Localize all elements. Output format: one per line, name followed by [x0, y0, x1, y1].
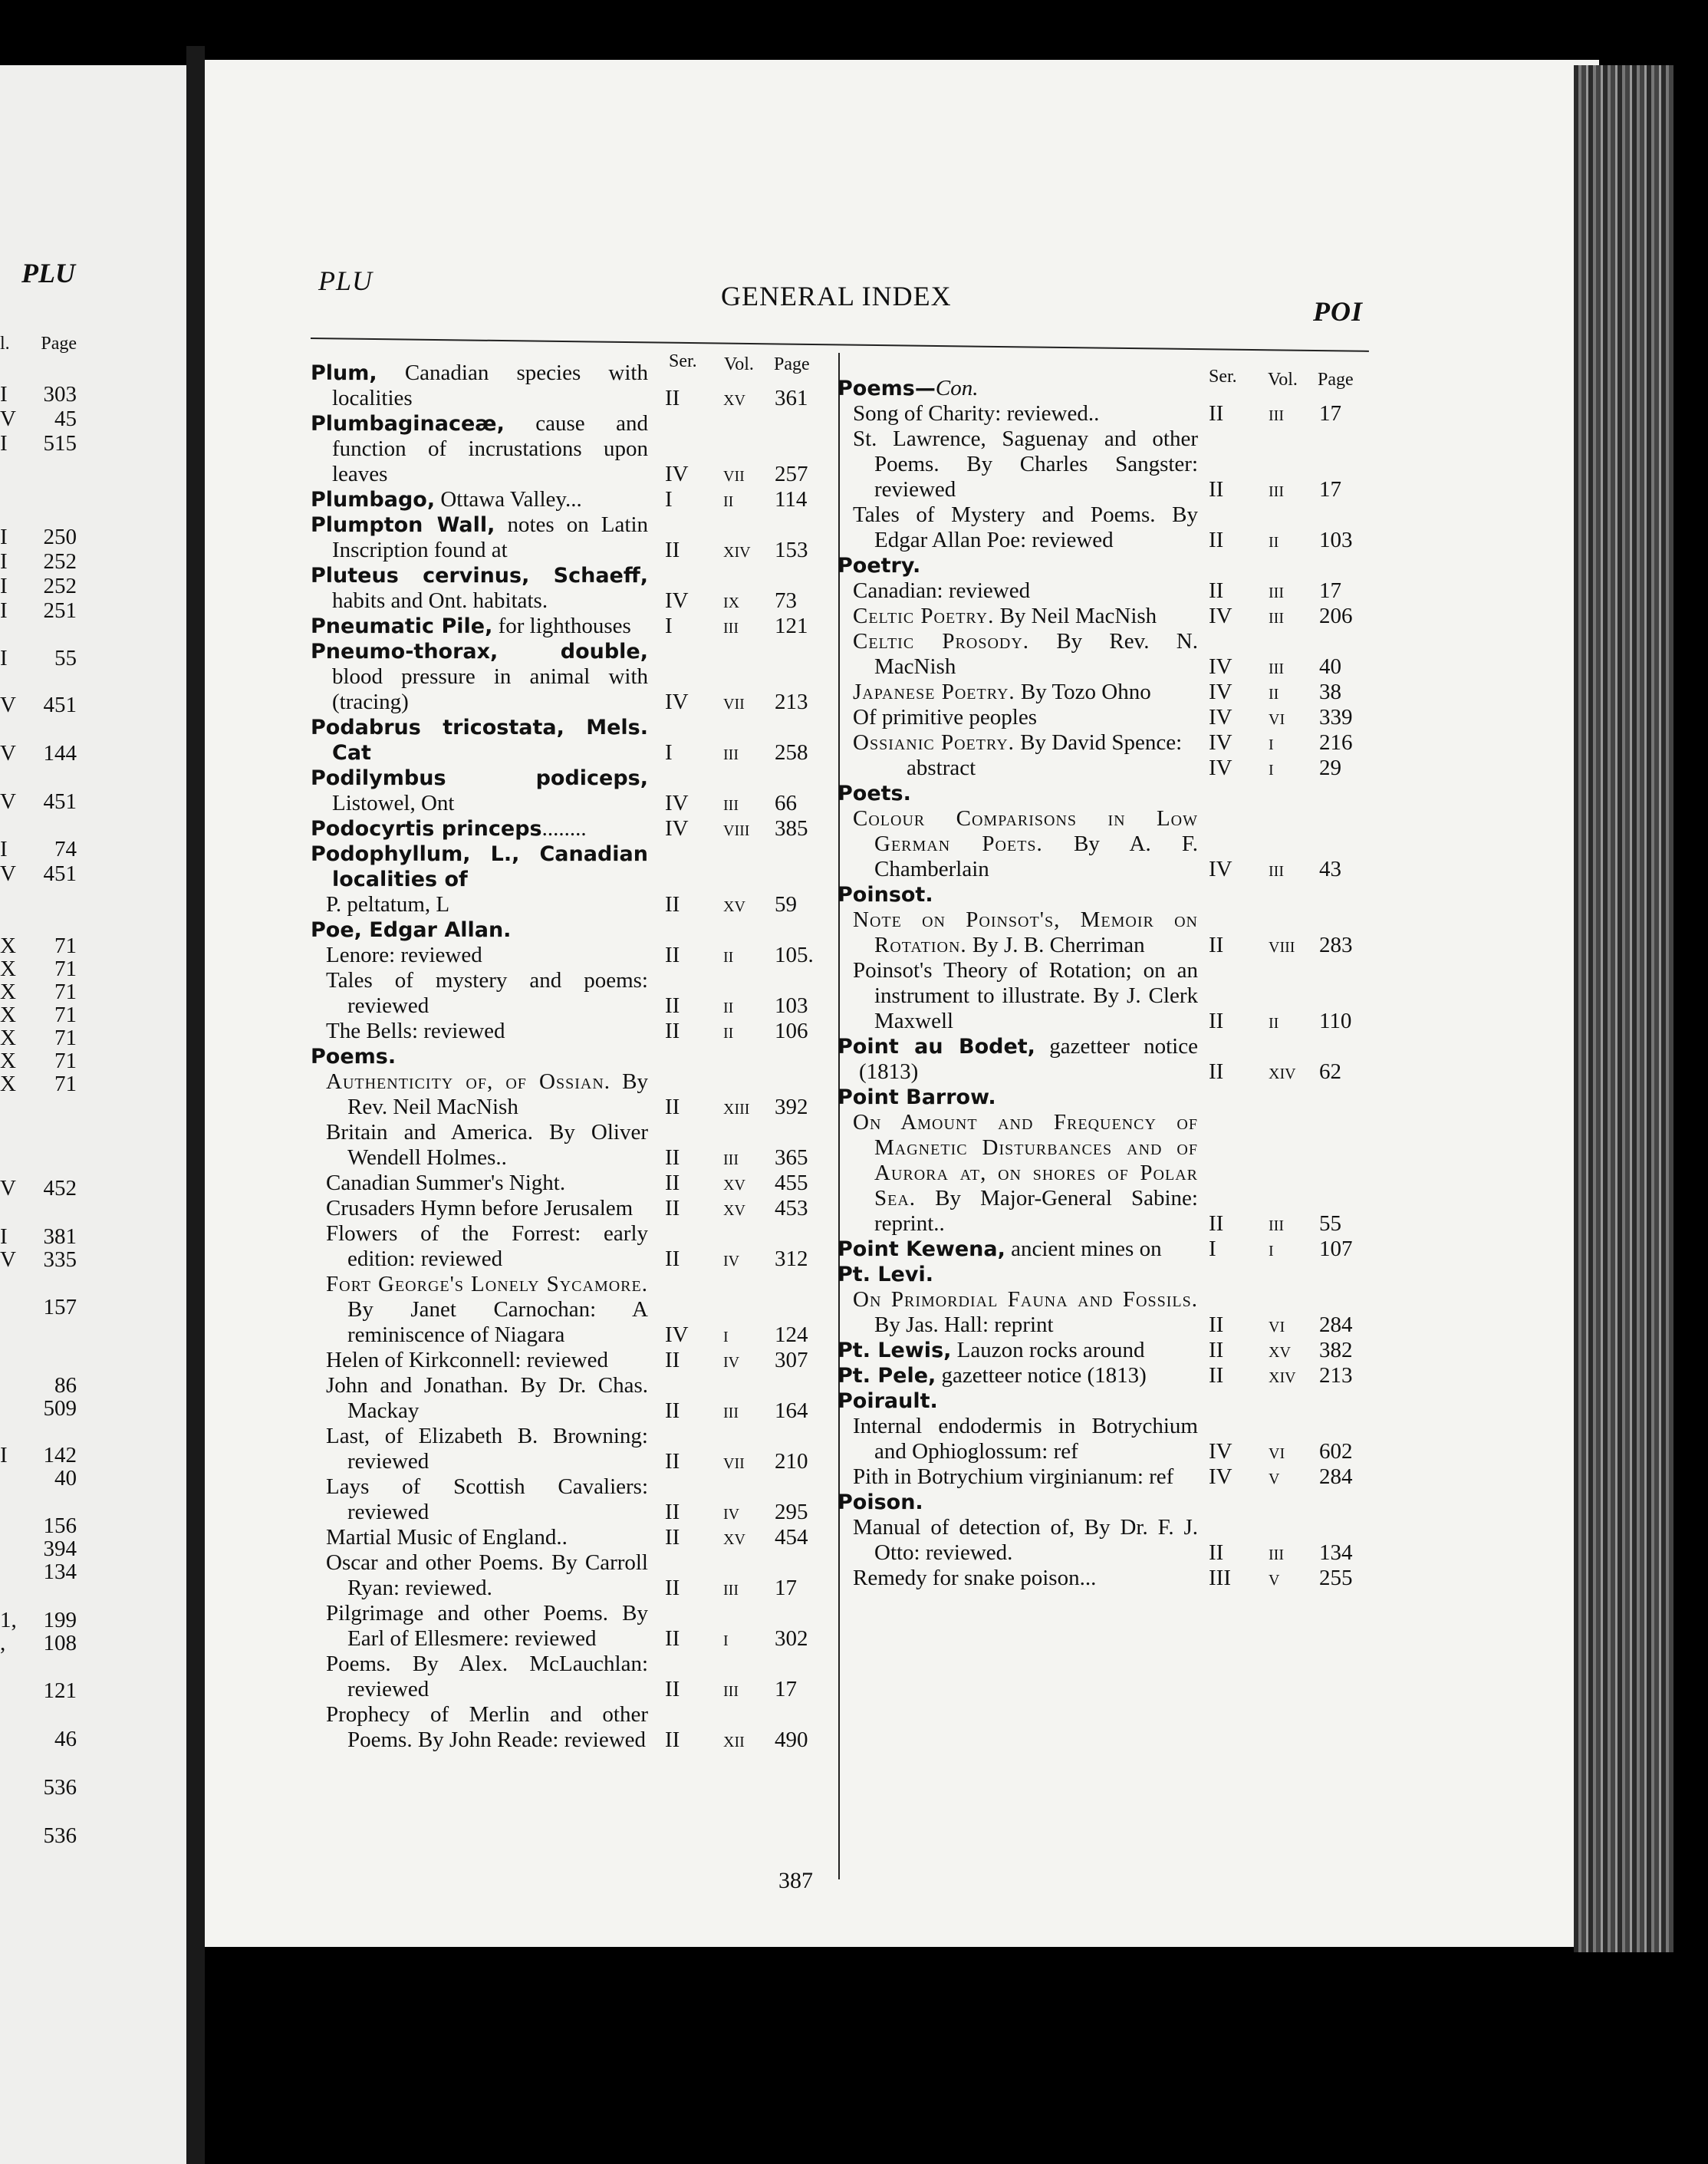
ref-vol: vi [1269, 705, 1285, 730]
ref-ser: II [665, 1348, 680, 1372]
index-entry: Remedy for snake poison... III v 255 [853, 1566, 1353, 1590]
index-entry: Pneumatic Pile, for lighthouses I iii 121 [311, 614, 808, 638]
index-entry: Japanese Poetry. By Tozo Ohno IV ii 38 [853, 680, 1341, 704]
ref-ser: IV [665, 462, 689, 486]
ref-vol: iii [1269, 1211, 1284, 1236]
ref-vol: iii [1269, 857, 1284, 881]
index-entry: The Bells: reviewed II ii 106 [326, 1019, 808, 1043]
index-entry: Point Kewena, ancient mines on I i 107 [838, 1237, 1353, 1261]
ref-ser: II [1209, 933, 1224, 957]
index-entry: Manual of detection of, By Dr. F. J. Otto: reviewed. II iii 134 [853, 1515, 1353, 1565]
index-heading: Poirault. [838, 1389, 938, 1413]
ref-vol: i [1269, 756, 1274, 780]
running-head-left: PLU [318, 265, 374, 296]
ref-vol: vi [1269, 1313, 1285, 1337]
ref-page: 62 [1319, 1059, 1341, 1084]
facing-running-head: PLU [21, 258, 75, 288]
index-entry: Fort George's Lonely Sycamore. By Janet Carnochan: A reminiscence of Niagara IV i 124 [326, 1272, 808, 1347]
ref-vol: xiv [1269, 1363, 1296, 1388]
ref-page: 17 [1319, 401, 1341, 426]
index-entry: Tales of mystery and poems: reviewed II ii 103 [326, 968, 808, 1018]
ref-ser: IV [1209, 756, 1232, 780]
index-heading: Poinsot. [838, 883, 933, 907]
index-entry: Canadian: reviewed II iii 17 [853, 578, 1341, 603]
ref-vol: iii [1269, 654, 1284, 679]
ref-ser: II [665, 1247, 680, 1271]
index-entry: Podocyrtis princeps........ IV viii 385 [311, 816, 808, 841]
ref-page: 114 [775, 487, 808, 512]
ref-page: 283 [1319, 933, 1353, 957]
ref-page: 339 [1319, 705, 1353, 730]
facing-page [0, 65, 186, 2164]
ref-vol: iii [723, 614, 739, 638]
ref-vol: ii [723, 487, 734, 512]
index-entry: Prophecy of Merlin and other Poems. By John Reade: reviewed II xii 490 [326, 1702, 808, 1752]
ref-ser: I [665, 614, 673, 638]
ref-page: 257 [775, 462, 808, 486]
index-entry: Pt. Pele, gazetteer notice (1813) II xiv 213 [838, 1363, 1353, 1388]
col-header-ser-right: Ser. [1209, 367, 1237, 387]
ref-page: 121 [775, 614, 808, 638]
ref-page: 213 [1319, 1363, 1353, 1388]
index-heading: Podophyllum, L., Canadian localities of [311, 842, 648, 891]
ref-vol: iv [723, 1247, 740, 1271]
ref-vol: i [723, 1322, 729, 1347]
ref-page: 107 [1319, 1237, 1353, 1261]
ref-page: 59 [775, 892, 797, 917]
index-heading: Pt. Levi. [838, 1263, 933, 1286]
ref-vol: ii [1269, 680, 1279, 704]
ref-vol: vii [723, 690, 745, 714]
index-heading: Poets. [838, 782, 911, 805]
ref-page: 210 [775, 1449, 808, 1474]
ref-vol: xv [723, 1196, 745, 1220]
ref-page: 55 [1319, 1211, 1341, 1236]
ref-ser: II [665, 1576, 680, 1600]
ref-page: 216 [1319, 730, 1353, 755]
ref-ser: II [665, 993, 680, 1018]
ref-ser: IV [1209, 680, 1232, 704]
ref-page: 17 [775, 1576, 797, 1600]
ref-page: 105. [775, 943, 814, 967]
ref-page: 490 [775, 1728, 808, 1752]
ref-vol: iii [1269, 401, 1284, 426]
index-entry: St. Lawrence, Saguenay and other Poems. By Charles Sangster: reviewed II iii 17 [853, 427, 1341, 502]
col-header-page-left: Page [774, 354, 810, 374]
ref-page: 17 [775, 1677, 797, 1701]
ref-ser: II [665, 1449, 680, 1474]
index-heading: Poetry. [838, 554, 921, 578]
ref-vol: vii [723, 462, 745, 486]
ref-vol: v [1269, 1566, 1280, 1590]
page-edges [1574, 65, 1673, 1952]
ref-page: 302 [775, 1626, 808, 1651]
ref-ser: I [1209, 1237, 1216, 1261]
index-entry: Plumpton Wall, notes on Latin Inscription found at II xiv 153 [311, 512, 808, 562]
index-entry: Celtic Prosody. By Rev. N. MacNish IV iii 40 [853, 629, 1341, 679]
index-heading: Poems. [311, 1045, 397, 1069]
index-entry: abstract IV i 29 [907, 756, 1341, 780]
ref-vol: ii [723, 1019, 734, 1043]
ref-page: 392 [775, 1095, 808, 1119]
index-entry: Canadian Summer's Night. II xv 455 [326, 1171, 808, 1195]
ref-ser: II [665, 943, 680, 967]
ref-vol: viii [1269, 933, 1295, 957]
ref-ser: II [665, 1728, 680, 1752]
index-entry: Flowers of the Forrest: early edition: reviewed II iv 312 [326, 1221, 808, 1271]
ref-vol: iii [723, 740, 739, 765]
ref-vol: ii [1269, 1009, 1279, 1033]
ref-page: 365 [775, 1145, 808, 1170]
ref-vol: vi [1269, 1439, 1285, 1464]
ref-ser: II [665, 1145, 680, 1170]
ref-page: 124 [775, 1322, 808, 1347]
index-entry: Song of Charity: reviewed.. II iii 17 [853, 401, 1341, 426]
index-entry: Lenore: reviewed II ii 105. [326, 943, 814, 967]
ref-ser: II [1209, 1059, 1224, 1084]
ref-page: 103 [1319, 528, 1353, 552]
index-entry: Pilgrimage and other Poems. By Earl of Ellesmere: reviewed II i 302 [326, 1601, 808, 1651]
ref-ser: IV [1209, 1464, 1232, 1489]
index-entry: Helen of Kirkconnell: reviewed II iv 307 [326, 1348, 808, 1372]
ref-vol: i [723, 1626, 729, 1651]
index-entry: Authenticity of, of Ossian. By Rev. Neil MacNish II xiii 392 [326, 1069, 808, 1119]
index-entry: Pneumo-thorax, double, blood pressure in animal with (tracing) IV vii 213 [311, 640, 808, 714]
index-heading: Point Barrow. [838, 1085, 996, 1109]
ref-vol: iii [1269, 604, 1284, 628]
ref-page: 258 [775, 740, 808, 765]
ref-vol: iii [1269, 578, 1284, 603]
ref-ser: II [1209, 528, 1224, 552]
index-entry: Note on Poinsot's, Memoir on Rotation. By J. B. Cherriman II viii 283 [853, 907, 1353, 957]
ref-ser: II [1209, 401, 1224, 426]
col-header-page-right: Page [1318, 370, 1354, 390]
ref-ser: III [1209, 1566, 1231, 1590]
index-entry: Point au Bodet, gazetteer notice (1813) II xiv 62 [838, 1034, 1341, 1084]
ref-page: 602 [1319, 1439, 1353, 1464]
ref-page: 153 [775, 538, 808, 562]
ref-vol: iii [1269, 477, 1284, 502]
ref-ser: II [1209, 477, 1224, 502]
index-entry: On Amount and Frequency of Magnetic Disturbances and of Aurora at, on shores of Polar Sea. By Major-General Sabine: reprint.. II iii 55 [853, 1110, 1341, 1236]
page-title: GENERAL INDEX [721, 281, 952, 311]
index-entry: Poinsot's Theory of Rotation; on an instrument to illustrate. By J. Clerk Maxwell II ii 110 [853, 958, 1352, 1033]
ref-vol: xiv [1269, 1059, 1296, 1084]
ref-page: 103 [775, 993, 808, 1018]
ref-ser: II [1209, 1363, 1224, 1388]
ref-ser: II [665, 1171, 680, 1195]
index-entry: John and Jonathan. By Dr. Chas. Mackay II iii 164 [326, 1373, 808, 1423]
ref-vol: ii [1269, 528, 1279, 552]
ref-ser: IV [1209, 705, 1232, 730]
index-entry: P. peltatum, L II xv 59 [326, 892, 797, 917]
ref-vol: iii [723, 1398, 739, 1423]
index-entry: Plum, Canadian species with localities II xv 361 [311, 361, 808, 410]
ref-vol: v [1269, 1464, 1280, 1489]
ref-vol: xv [723, 1171, 745, 1195]
ref-page: 284 [1319, 1313, 1353, 1337]
ref-page: 295 [775, 1500, 808, 1524]
ref-vol: xii [723, 1728, 745, 1752]
ref-page: 43 [1319, 857, 1341, 881]
ref-vol: vii [723, 1449, 745, 1474]
ref-page: 382 [1319, 1338, 1353, 1362]
ref-ser: II [1209, 1211, 1224, 1236]
ref-page: 73 [775, 588, 797, 613]
running-head-right: POI [1313, 296, 1363, 327]
ref-vol: xiii [723, 1095, 750, 1119]
index-entry: Poems. By Alex. McLauchlan: reviewed II iii 17 [326, 1652, 797, 1701]
ref-page: 17 [1319, 477, 1341, 502]
index-entry: Colour Comparisons in Low German Poets. By A. F. Chamberlain IV iii 43 [853, 806, 1341, 881]
ref-page: 110 [1319, 1009, 1352, 1033]
ref-ser: II [1209, 1313, 1224, 1337]
ref-ser: I [665, 487, 673, 512]
ref-page: 454 [775, 1525, 808, 1550]
ref-page: 312 [775, 1247, 808, 1271]
index-entry: Podabrus tricostata, Mels. Cat I iii 258 [311, 716, 808, 765]
ref-vol: iii [1269, 1540, 1284, 1565]
ref-vol: iii [723, 1677, 739, 1701]
ref-ser: II [665, 892, 680, 917]
ref-ser: IV [665, 1322, 689, 1347]
ref-page: 164 [775, 1398, 808, 1423]
ref-ser: I [665, 740, 673, 765]
index-entry: Lays of Scottish Cavaliers: reviewed II iv 295 [326, 1474, 808, 1524]
index-entry: Podilymbus podiceps, Listowel, Ont IV iii 66 [311, 766, 797, 815]
ref-page: 213 [775, 690, 808, 714]
ref-vol: i [1269, 730, 1274, 755]
ref-page: 284 [1319, 1464, 1353, 1489]
ref-page: 38 [1319, 680, 1341, 704]
index-entry: Pith in Botrychium virginianum: ref IV v 284 [853, 1464, 1353, 1489]
ref-page: 134 [1319, 1540, 1353, 1565]
ref-vol: xiv [723, 538, 751, 562]
ref-vol: xv [723, 892, 745, 917]
ref-ser: IV [665, 690, 689, 714]
ref-page: 453 [775, 1196, 808, 1220]
ref-ser: IV [1209, 604, 1232, 628]
ref-ser: II [665, 1626, 680, 1651]
ref-page: 29 [1319, 756, 1341, 780]
index-entry: Plumbago, Ottawa Valley... I ii 114 [311, 487, 808, 512]
ref-ser: IV [1209, 730, 1232, 755]
ref-vol: xv [1269, 1338, 1291, 1362]
ref-ser: IV [665, 588, 689, 613]
index-entry: Of primitive peoples IV vi 339 [853, 705, 1353, 730]
index-entry: Martial Music of England.. II xv 454 [326, 1525, 808, 1550]
ref-ser: II [665, 1398, 680, 1423]
index-entry: Britain and America. By Oliver Wendell Holmes.. II iii 365 [326, 1120, 808, 1170]
ref-ser: II [1209, 1338, 1224, 1362]
index-entry: Last, of Elizabeth B. Browning: reviewed II vii 210 [326, 1424, 808, 1474]
ref-vol: iii [723, 1145, 739, 1170]
ref-ser: II [665, 386, 680, 410]
ref-page: 385 [775, 816, 808, 841]
index-heading: Poe, Edgar Allan. [311, 918, 512, 942]
ref-page: 455 [775, 1171, 808, 1195]
ref-ser: II [665, 1019, 680, 1043]
index-entry: Internal endodermis in Botrychium and Ophioglossum: ref IV vi 602 [853, 1414, 1353, 1464]
ref-vol: viii [723, 816, 750, 841]
ref-ser: II [665, 1196, 680, 1220]
ref-ser: II [665, 1500, 680, 1524]
ref-vol: iv [723, 1348, 740, 1372]
col-header-vol-right: Vol. [1268, 370, 1298, 390]
ref-ser: IV [665, 816, 689, 841]
ref-vol: i [1269, 1237, 1274, 1261]
index-entry: Pt. Lewis, Lauzon rocks around II xv 382 [838, 1338, 1353, 1362]
ref-vol: xv [723, 1525, 745, 1550]
ref-vol: ii [723, 993, 734, 1018]
ref-page: 255 [1319, 1566, 1353, 1590]
ref-page: 361 [775, 386, 808, 410]
ref-page: 17 [1319, 578, 1341, 603]
ref-vol: ii [723, 943, 734, 967]
ref-vol: iii [723, 791, 739, 815]
index-entry: Pluteus cervinus, Schaeff, habits and Ont. habitats. IV ix 73 [311, 564, 797, 613]
index-entry: Plumbaginaceæ, cause and function of incrustations upon leaves IV vii 257 [311, 411, 808, 486]
ref-vol: iii [723, 1576, 739, 1600]
ref-page: 206 [1319, 604, 1353, 628]
ref-ser: II [1209, 1009, 1224, 1033]
ref-ser: IV [1209, 654, 1232, 679]
ref-ser: II [1209, 578, 1224, 603]
col-header-vol-left: Vol. [724, 354, 754, 374]
index-entry: Ossianic Poetry. By David Spence: IV i 216 [853, 730, 1353, 755]
ref-ser: IV [665, 791, 689, 815]
ref-ser: II [665, 1095, 680, 1119]
ref-ser: II [1209, 1540, 1224, 1565]
ref-ser: II [665, 1525, 680, 1550]
index-entry: Oscar and other Poems. By Carroll Ryan: reviewed. II iii 17 [326, 1550, 797, 1600]
ref-vol: iv [723, 1500, 740, 1524]
col-header-ser-left: Ser. [669, 351, 697, 371]
ref-page: 307 [775, 1348, 808, 1372]
ref-vol: ix [723, 588, 740, 613]
index-entry: Celtic Poetry. By Neil MacNish IV iii 206 [853, 604, 1353, 628]
ref-ser: IV [1209, 857, 1232, 881]
index-entry: On Primordial Fauna and Fossils. By Jas. Hall: reprint II vi 284 [853, 1287, 1353, 1337]
ref-ser: II [665, 538, 680, 562]
ref-ser: IV [1209, 1439, 1232, 1464]
page-number: 387 [778, 1868, 813, 1893]
index-heading: Poison. [838, 1490, 923, 1514]
index-entry: Tales of Mystery and Poems. By Edgar Allan Poe: reviewed II ii 103 [853, 502, 1353, 552]
ref-ser: II [665, 1677, 680, 1701]
index-entry: Crusaders Hymn before Jerusalem II xv 453 [326, 1196, 808, 1220]
ref-page: 66 [775, 791, 797, 815]
ref-page: 40 [1319, 654, 1341, 679]
ref-page: 106 [775, 1019, 808, 1043]
ref-vol: xv [723, 386, 745, 410]
book-gutter [186, 46, 205, 2164]
index-heading: Poems—Con. [838, 376, 979, 400]
